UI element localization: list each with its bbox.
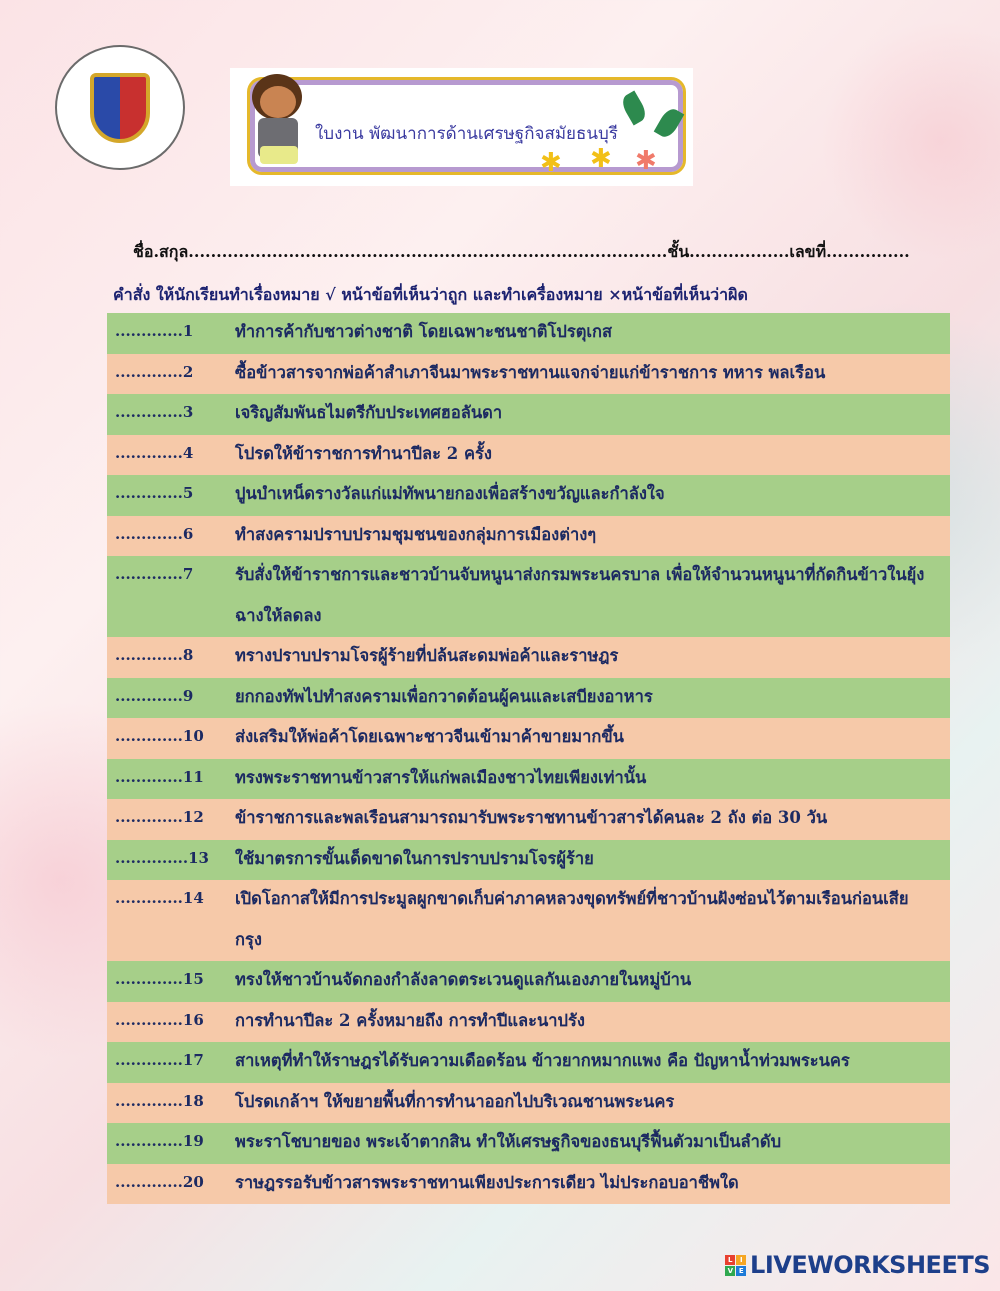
question-row xyxy=(107,313,950,354)
answer-blank[interactable]: .............6 xyxy=(115,524,194,543)
question-row xyxy=(107,799,950,840)
question-text: พระราโชบายของ พระเจ้าตากสิน ทำให้เศรษฐกิจของธนบุรีฟื้นตัวมาเป็นลำดับ xyxy=(235,1132,782,1151)
answer-blank[interactable]: .............8 xyxy=(115,646,194,664)
question-text: เจริญสัมพันธไมตรีกับประเทศฮอลันดา xyxy=(235,403,503,422)
question-row xyxy=(107,1164,950,1205)
question-row xyxy=(107,718,950,759)
answer-blank[interactable]: .............11 xyxy=(115,767,204,786)
question-row xyxy=(107,840,950,881)
answer-blank[interactable]: .............7 xyxy=(115,565,194,583)
answer-blank[interactable]: .............20 xyxy=(115,1172,204,1191)
question-text: ซื้อข้าวสารจากพ่อค้าสำเภาจีนมาพระราชทานแจกจ่ายแก่ข้าราชการ ทหาร พลเรือน xyxy=(235,362,826,382)
cartoon-child-icon xyxy=(238,68,318,178)
question-row xyxy=(107,394,950,435)
liveworksheets-logo xyxy=(725,1251,990,1279)
flower-icon: ✱ xyxy=(635,146,657,176)
answer-blank[interactable]: .............4 xyxy=(115,443,194,462)
answer-blank[interactable]: .............5 xyxy=(115,484,194,502)
question-row xyxy=(107,556,950,637)
school-logo xyxy=(55,45,185,170)
flower-icon: ✱ xyxy=(590,144,612,174)
question-row xyxy=(107,759,950,800)
question-text: สาเหตุที่ทำให้ราษฎรได้รับความเดือดร้อน ข้าวยากหมากแพง คือ ปัญหาน้ำท่วมพระนคร xyxy=(235,1051,850,1070)
flower-icon: ✱ xyxy=(540,148,562,178)
answer-blank[interactable]: .............14 xyxy=(115,889,204,907)
question-text: ข้าราชการและพลเรือนสามารถมารับพระราชทานข้าวสารได้คนละ 2 ถัง ต่อ 30 วัน xyxy=(235,808,828,827)
answer-blank[interactable]: .............19 xyxy=(115,1132,204,1150)
question-text: โปรดเกล้าฯ ให้ขยายพื้นที่การทำนาออกไปบริเวณชานพระนคร xyxy=(235,1091,675,1111)
answer-blank[interactable]: ..............13 xyxy=(115,848,209,867)
answer-blank[interactable]: .............18 xyxy=(115,1091,204,1110)
question-text: รับสั่งให้ข้าราชการและชาวบ้านจับหนูนาส่งกรมพระนครบาล เพื่อให้จำนวนหนูนาที่กัดกินข้าวในยุ้งฉางให้ลดลง xyxy=(235,565,925,625)
answer-blank[interactable]: .............16 xyxy=(115,1010,204,1029)
question-row xyxy=(107,1042,950,1083)
question-text: ส่งเสริมให้พ่อค้าโดยเฉพาะชาวจีนเข้ามาค้าขายมากขึ้น xyxy=(235,727,624,746)
question-row xyxy=(107,637,950,678)
question-table xyxy=(107,313,950,1204)
question-text: ใช้มาตรการขั้นเด็ดขาดในการปราบปรามโจรผู้ร้าย xyxy=(235,848,594,868)
question-text: การทำนาปีละ 2 ครั้งหมายถึง การทำปีและนาปรัง xyxy=(235,1010,585,1030)
background-decoration xyxy=(820,20,1000,260)
question-text: ปูนบำเหน็ดรางวัลแก่แม่ทัพนายกองเพื่อสร้างขวัญและกำลังใจ xyxy=(235,484,665,503)
question-text: ยกกองทัพไปทำสงครามเพื่อกวาดต้อนผู้คนและเสบียงอาหาร xyxy=(235,686,653,706)
question-row xyxy=(107,516,950,557)
question-row xyxy=(107,475,950,516)
answer-blank[interactable]: .............15 xyxy=(115,970,204,988)
question-text: ทำการค้ากับชาวต่างชาติ โดยเฉพาะชนชาติโปรตุเกส xyxy=(235,322,613,341)
instruction: คำสั่ง ให้นักเรียนทำเรื่องหมาย √ หน้าข้อที่เห็นว่าถูก และทำเครื่องหมาย ×หน้าข้อที่เห็นว่าผิด xyxy=(113,285,748,304)
answer-blank[interactable]: .............10 xyxy=(115,727,204,745)
question-row xyxy=(107,435,950,476)
question-row xyxy=(107,1083,950,1124)
question-row xyxy=(107,961,950,1002)
answer-blank[interactable]: .............12 xyxy=(115,808,204,826)
question-text: โปรดให้ข้าราชการทำนาปีละ 2 ครั้ง xyxy=(235,443,492,463)
question-row xyxy=(107,354,950,395)
question-text: เปิดโอกาสให้มีการประมูลผูกขาดเก็บค่าภาคหลวงขุดทรัพย์ที่ชาวบ้านฝังซ่อนไว้ตามเรือนก่อนเสียกรุง xyxy=(235,889,909,949)
question-row xyxy=(107,1002,950,1043)
page-title: ใบงาน พัฒนาการด้านเศรษฐกิจสมัยธนบุรี xyxy=(315,124,618,144)
answer-blank[interactable]: .............17 xyxy=(115,1051,204,1069)
liveworksheets-icon: L I V E xyxy=(725,1255,746,1276)
question-text: ทรงให้ชาวบ้านจัดกองกำลังลาดตระเวนดูแลกันเองภายในหมู่บ้าน xyxy=(235,970,692,989)
answer-blank[interactable]: .............3 xyxy=(115,403,194,421)
answer-blank[interactable]: .............9 xyxy=(115,686,194,705)
question-row xyxy=(107,880,950,961)
question-text: ทำสงครามปราบปรามชุมชนของกลุ่มการเมืองต่างๆ xyxy=(235,524,597,544)
question-text: ทรางปราบปรามโจรผู้ร้ายที่ปล้นสะดมพ่อค้าและราษฎร xyxy=(235,646,619,665)
question-row xyxy=(107,1123,950,1164)
answer-blank[interactable]: .............2 xyxy=(115,362,194,381)
crest-icon xyxy=(90,73,150,143)
brand-name: LIVEWORKSHEETS xyxy=(750,1251,990,1279)
answer-blank[interactable]: .............1 xyxy=(115,322,194,340)
question-text: ราษฎรรอรับข้าวสารพระราชทานเพียงประการเดียว ไม่ประกอบอาชีพใด xyxy=(235,1172,739,1192)
title-banner xyxy=(230,68,693,186)
question-row xyxy=(107,678,950,719)
name-class-number-field[interactable]: ชื่อ.สกุล......................................................................................ชั้น..................เลขที่............... xyxy=(133,242,910,261)
question-text: ทรงพระราชทานข้าวสารให้แก่พลเมืองชาวไทยเพียงเท่านั้น xyxy=(235,767,647,787)
